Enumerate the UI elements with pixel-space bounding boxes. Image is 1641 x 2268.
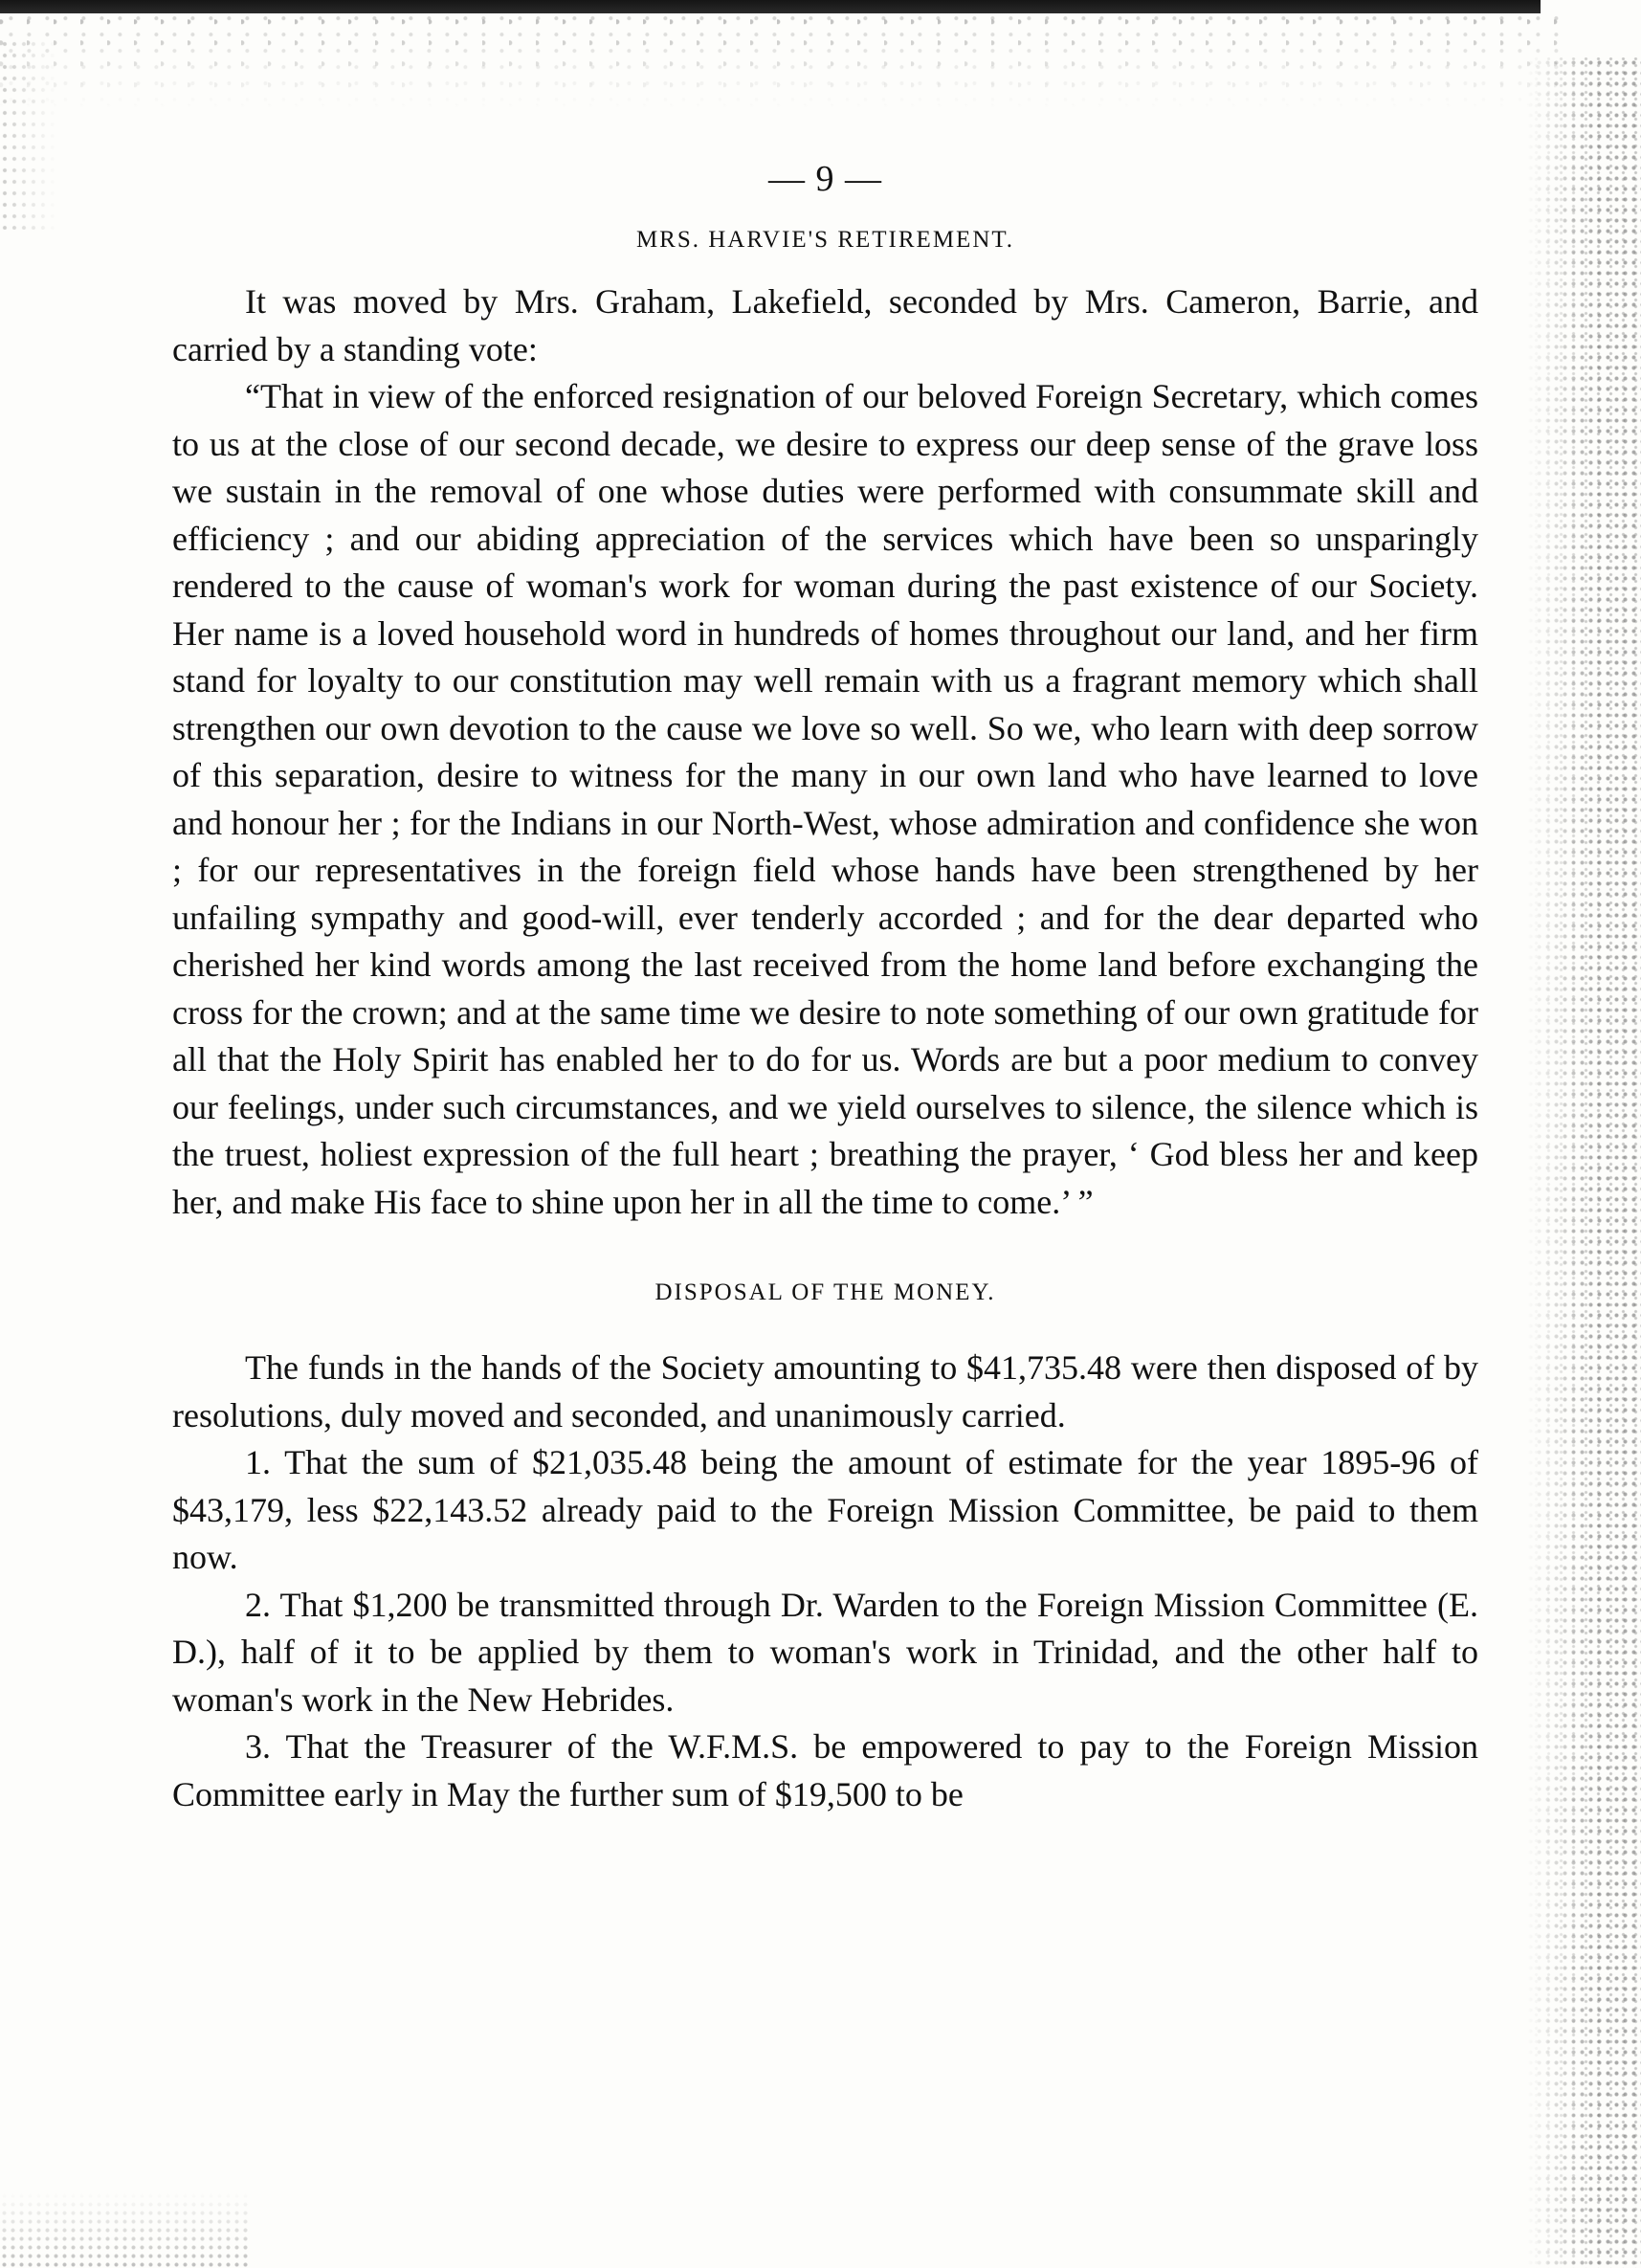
scan-noise-left [0,38,57,230]
section-heading-retirement: MRS. HARVIE'S RETIREMENT. [635,227,1015,253]
paragraph-resolution-quote: “That in view of the enforced resignation of our beloved Foreign Secretary, which comes to us at the close of our second decade, we desire to express our deep sense of the grave loss we sustain in the removal of one whose duties were performed with consummate skill and efficiency ; and our abiding appreciation of the services which have been so unsparingly rendered to the cause of woman's work for woman during the past existence of our Society. Her name is a loved household word in hundreds of homes throughout our land, and her firm stand for loyalty to our constitution may well remain with us a fragrant memory which shall strengthen our own devotion to the cause we love so well. So we, who learn with deep sorrow of this separation, desire to witness for the many in our own land who have learned to love and honour her ; for the Indians in our North-West, whose admiration and confidence she won ; for our representatives in the foreign field whose hands have been strengthened by her unfailing sympathy and good-will, ever tenderly accorded ; and for the dear departed who cherished her kind words among the last received from the home land before exchanging the cross for the crown; and at the same time we desire to note something of our own gratitude for all that the Holy Spirit has enabled her to do for us. Words are but a poor medium to convey our feelings, under such circumstances, and we yield ourselves to silence, the silence which is the truest, holiest expression of the full heart ; breathing the prayer, ‘ God bless her and keep her, and make His face to shine upon her in all the time to come.’ ” [172,377,1478,1221]
scan-noise-right [1526,57,1641,2268]
scan-noise-top [0,13,1569,109]
page-number: — 9 — [768,159,882,199]
paragraph-resolution-3: 3. That the Treasurer of the W.F.M.S. be empowered to pay to the Foreign Mission Committee early in May the further sum of $19,500 to be [172,1727,1478,1813]
section-heading-disposal: DISPOSAL OF THE MONEY. [654,1279,996,1305]
page-content [172,158,1478,1818]
paragraph-resolution-2: 2. That $1,200 be transmitted through Dr. Warden to the Foreign Mission Committee (E. D.), half of it to be applied by them to woman's work in Trinidad, and the other half to woman's work in the New Hebrides. [172,1585,1478,1719]
paragraph-funds: The funds in the hands of the Society amounting to $41,735.48 were then disposed of by resolutions, duly moved and seconded, and unanimously carried. [172,1348,1478,1434]
scan-top-edge [0,0,1541,13]
paragraph-resolution-1: 1. That the sum of $21,035.48 being the amount of estimate for the year 1895-96 of $43,179, less $22,143.52 already paid to the Foreign Mission Committee, be paid to them now. [172,1443,1478,1576]
paragraph-motion: It was moved by Mrs. Graham, Lakefield, seconded by Mrs. Cameron, Barrie, and carried by a standing vote: [172,282,1478,368]
scan-noise-bottom [0,2191,249,2268]
